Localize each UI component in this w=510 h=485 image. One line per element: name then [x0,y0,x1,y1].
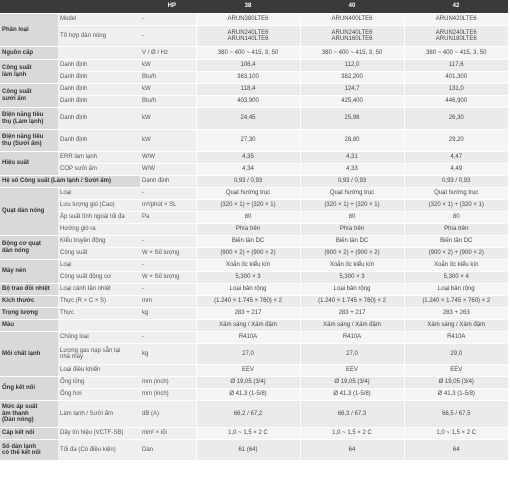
item-label: Dây tín hiệu (VCTF-SB) [58,428,140,440]
value-cell: Ø 41,3 (1-5/8) [300,389,404,401]
category-label: Máy nén [0,260,58,284]
spec-row [0,164,508,176]
spec-row [0,236,508,248]
unit-label: W × Số lượng [140,248,196,260]
value-cell: 124,7 [300,84,404,96]
header-model-38: 38 [196,0,300,14]
value-cell: 24,45 [196,108,300,130]
spec-row [0,84,508,96]
category-label: Hệ số Công suất (Làm lạnh / Sưởi ấm) [0,176,140,188]
value-cell: 1,0 ~ 1,5 × 2 C [196,428,300,440]
spec-row [0,260,508,272]
value-cell: 80 [300,212,404,224]
item-label: Danh định [58,84,140,96]
value-cell: 4,35 [196,152,300,164]
value-cell: R410A [300,332,404,344]
value-cell: 66,2 / 67,2 [196,401,300,428]
value-cell: Xám sáng / Xám đậm [300,320,404,332]
item-label: COP sưởi ấm [58,164,140,176]
unit-label [140,320,196,332]
unit-label: - [140,332,196,344]
item-label: Tổ hợp dàn nóng [58,26,140,47]
category-label: Ống kết nối [0,377,58,401]
value-cell: 4,47 [404,152,508,164]
value-cell: 5,300 × 3 [300,272,404,284]
header-model-40: 40 [300,0,404,14]
value-cell: 380 ~ 400 ~ 415, 3, 50 [196,47,300,60]
value-cell: 0,93 / 0,93 [300,176,404,188]
unit-label: kW [140,130,196,152]
category-label: Công suất sưởi ấm [0,84,58,108]
value-cell: Xoắn ốc kiểu kín [404,260,508,272]
item-label: Danh định [58,72,140,84]
value-cell: 380 ~ 400 ~ 415, 3, 50 [404,47,508,60]
value-cell: Loại bản rộng [196,284,300,296]
category-label: Màu [0,320,58,332]
unit-label: W/W [140,152,196,164]
spec-row [0,200,508,212]
category-label: Kích thước [0,296,58,308]
category-label: Môi chất lạnh [0,332,58,377]
value-cell: 380 ~ 400 ~ 415, 3, 50 [300,47,404,60]
item-label: Hướng gió ra [58,224,140,236]
value-cell: 4,31 [300,152,404,164]
spec-row [0,440,508,461]
spec-row [0,152,508,164]
item-label: Chủng loại [58,332,140,344]
value-cell: 1,0 ~ 1,5 × 2 C [404,428,508,440]
unit-label: mm [140,296,196,308]
item-label: Danh định [58,130,140,152]
value-cell: Phía trên [404,224,508,236]
value-cell: 283 + 263 [404,308,508,320]
unit-label [140,224,196,236]
item-label: Loại [58,188,140,200]
spec-row [0,108,508,130]
item-label [58,47,140,60]
item-label: Ống lỏng [58,377,140,389]
value-cell: 64 [300,440,404,461]
value-cell: Xoắn ốc kiểu kín [300,260,404,272]
unit-label: dB (A) [140,401,196,428]
value-cell: 117,6 [404,60,508,72]
value-cell: 1,0 ~ 1,5 × 2 C [300,428,404,440]
item-label: Áp suất tĩnh ngoài tối đa [58,212,140,224]
value-cell: Loại bản rộng [404,284,508,296]
value-cell: 29,20 [404,130,508,152]
spec-row [0,188,508,200]
item-label: Thực (R × C × S) [58,296,140,308]
category-label: Cáp kết nối [0,428,58,440]
value-cell: 80 [404,212,508,224]
category-label: Mức áp suất âm thanh (Dàn nóng) [0,401,58,428]
spec-row [0,60,508,72]
item-label: Kiểu truyền động [58,236,140,248]
unit-label: - [140,26,196,47]
value-cell: ARUN380LTE6 [196,14,300,26]
value-cell: ARUN240LTE6 ARUN140LTE6 [196,26,300,47]
item-label: Danh định [58,60,140,72]
value-cell: (900 × 2) + (900 × 2) [404,248,508,260]
spec-row [0,320,508,332]
unit-label: kW [140,108,196,130]
category-label: Hiệu suất [0,152,58,176]
item-label: Tối đa (Có điều kiện) [58,440,140,461]
category-label: Quạt dàn nóng [0,188,58,236]
value-cell: 80 [196,212,300,224]
value-cell: 118,4 [196,84,300,96]
spec-row [0,272,508,284]
unit-label: V / Ø / Hz [140,47,196,60]
item-label: Danh định [58,108,140,130]
value-cell: Ø 19,05 (3/4) [300,377,404,389]
value-cell: 283 + 217 [196,308,300,320]
unit-label: kg [140,308,196,320]
spec-row [0,365,508,377]
value-cell: ARUN240LTE6 ARUN160LTE6 [300,26,404,47]
value-cell: 106,4 [196,60,300,72]
spec-row [0,332,508,344]
value-cell: R410A [404,332,508,344]
unit-label: kg [140,344,196,365]
spec-row [0,308,508,320]
spec-row [0,176,508,188]
value-cell: Xám sáng / Xám đậm [196,320,300,332]
unit-label: Dàn [140,440,196,461]
value-cell: 27,30 [196,130,300,152]
category-label: Động cơ quạt dàn nóng [0,236,58,260]
unit-label: m³/phút × SL [140,200,196,212]
value-cell: Quạt hướng trục [300,188,404,200]
item-label: Loại điều khiển [58,365,140,377]
spec-row [0,377,508,389]
unit-label: - [140,14,196,26]
value-cell: Quạt hướng trục [196,188,300,200]
value-cell: Biến tần DC [404,236,508,248]
value-cell: Biến tần DC [196,236,300,248]
header-title: HP [0,0,196,14]
value-cell: 446,900 [404,96,508,108]
value-cell: (320 × 1) + (320 × 1) [196,200,300,212]
item-label: Công suất [58,248,140,260]
unit-label: mm² × lõi [140,428,196,440]
category-label: Điện năng tiêu thụ (Sưởi ấm) [0,130,58,152]
value-cell: 382,200 [300,72,404,84]
value-cell: Phía trên [196,224,300,236]
value-cell: Xám sáng / Xám đậm [404,320,508,332]
unit-label: Pa [140,212,196,224]
unit-label: Btu/h [140,96,196,108]
value-cell: Biến tần DC [300,236,404,248]
value-cell: 66,3 / 67,3 [300,401,404,428]
unit-label: Btu/h [140,72,196,84]
category-label: Trọng lượng [0,308,58,320]
value-cell: (900 × 2) + (900 × 2) [300,248,404,260]
value-cell: 61 (64) [196,440,300,461]
unit-label: mm (inch) [140,377,196,389]
value-cell: 425,400 [300,96,404,108]
item-label [58,320,140,332]
item-label: Ống hơi [58,389,140,401]
unit-label [140,365,196,377]
value-cell: (900 × 2) + (900 × 2) [196,248,300,260]
value-cell: Ø 41,3 (1-5/8) [404,389,508,401]
value-cell: 0,93 / 0,93 [196,176,300,188]
spec-row [0,389,508,401]
category-label: Nguồn cấp [0,47,58,60]
value-cell: R410A [196,332,300,344]
spec-row [0,47,508,60]
item-label: Lưu lượng gió (Cao) [58,200,140,212]
spec-row [0,248,508,260]
unit-label: - [140,284,196,296]
value-cell: 28,80 [300,130,404,152]
value-cell: Ø 19,05 (3/4) [404,377,508,389]
value-cell: 403,900 [196,96,300,108]
value-cell: Phía trên [300,224,404,236]
value-cell: ARUN240LTE6 ARUN180LTE6 [404,26,508,47]
spec-row [0,296,508,308]
unit-label: - [140,260,196,272]
value-cell: Loại bản rộng [300,284,404,296]
category-label: Số dàn lạnh có thể kết nối [0,440,58,461]
value-cell: Ø 41,3 (1-5/8) [196,389,300,401]
spec-row [0,96,508,108]
value-cell: 29,0 [404,344,508,365]
value-cell: 27,0 [196,344,300,365]
header-row [0,0,508,14]
item-label: Lượng gas nạp sẵn tại nhà máy [58,344,140,365]
value-cell: (1.240 × 1.745 × 760) × 2 [404,296,508,308]
category-label: Điện năng tiêu thụ (Làm lạnh) [0,108,58,130]
unit-label: kW [140,60,196,72]
spec-row [0,14,508,26]
spec-row [0,401,508,428]
value-cell: 26,30 [404,108,508,130]
unit-label: Danh định [140,176,196,188]
category-label: Phân loại [0,14,58,47]
value-cell: 363,100 [196,72,300,84]
spec-row [0,130,508,152]
spec-row [0,428,508,440]
item-label: Thực [58,308,140,320]
value-cell: ARUN400LTE6 [300,14,404,26]
value-cell: (1.240 × 1.745 × 760) × 2 [196,296,300,308]
unit-label: W/W [140,164,196,176]
spec-row [0,224,508,236]
value-cell: Ø 19,05 (3/4) [196,377,300,389]
value-cell: Xoắn ốc kiểu kín [196,260,300,272]
value-cell: ARUN420LTE6 [404,14,508,26]
value-cell: 283 + 217 [300,308,404,320]
unit-label: W × Số lượng [140,272,196,284]
value-cell: 5,300 × 3 [196,272,300,284]
spec-row [0,344,508,365]
value-cell: 401,300 [404,72,508,84]
value-cell: EEV [300,365,404,377]
value-cell: 4,33 [300,164,404,176]
item-label: Làm lạnh / Sưởi ấm [58,401,140,428]
unit-label: - [140,236,196,248]
value-cell: (320 × 1) + (320 × 1) [404,200,508,212]
value-cell: 64 [404,440,508,461]
value-cell: (320 × 1) + (320 × 1) [300,200,404,212]
value-cell: 112,0 [300,60,404,72]
spec-row [0,212,508,224]
unit-label: kW [140,84,196,96]
category-label: Bộ trao đổi nhiệt [0,284,58,296]
spec-row [0,284,508,296]
value-cell: 25,98 [300,108,404,130]
value-cell: 4,34 [196,164,300,176]
spec-row [0,26,508,47]
value-cell: 4,49 [404,164,508,176]
spec-row [0,72,508,84]
unit-label: mm (inch) [140,389,196,401]
header-model-42: 42 [404,0,508,14]
item-label: Model [58,14,140,26]
value-cell: EEV [196,365,300,377]
value-cell: 5,300 × 4 [404,272,508,284]
item-label: Loại cánh tản nhiệt [58,284,140,296]
value-cell: EEV [404,365,508,377]
item-label: Loại [58,260,140,272]
value-cell: 27,0 [300,344,404,365]
item-label: Công suất động cơ [58,272,140,284]
value-cell: 131,0 [404,84,508,96]
item-label: ERR làm lạnh [58,152,140,164]
spec-body [0,14,508,461]
value-cell: 0,93 / 0,93 [404,176,508,188]
value-cell: 66,5 / 67,5 [404,401,508,428]
value-cell: Quạt hướng trục [404,188,508,200]
unit-label: - [140,188,196,200]
category-label: Công suất làm lạnh [0,60,58,84]
item-label: Danh định [58,96,140,108]
value-cell: (1.240 × 1.745 × 760) × 2 [300,296,404,308]
